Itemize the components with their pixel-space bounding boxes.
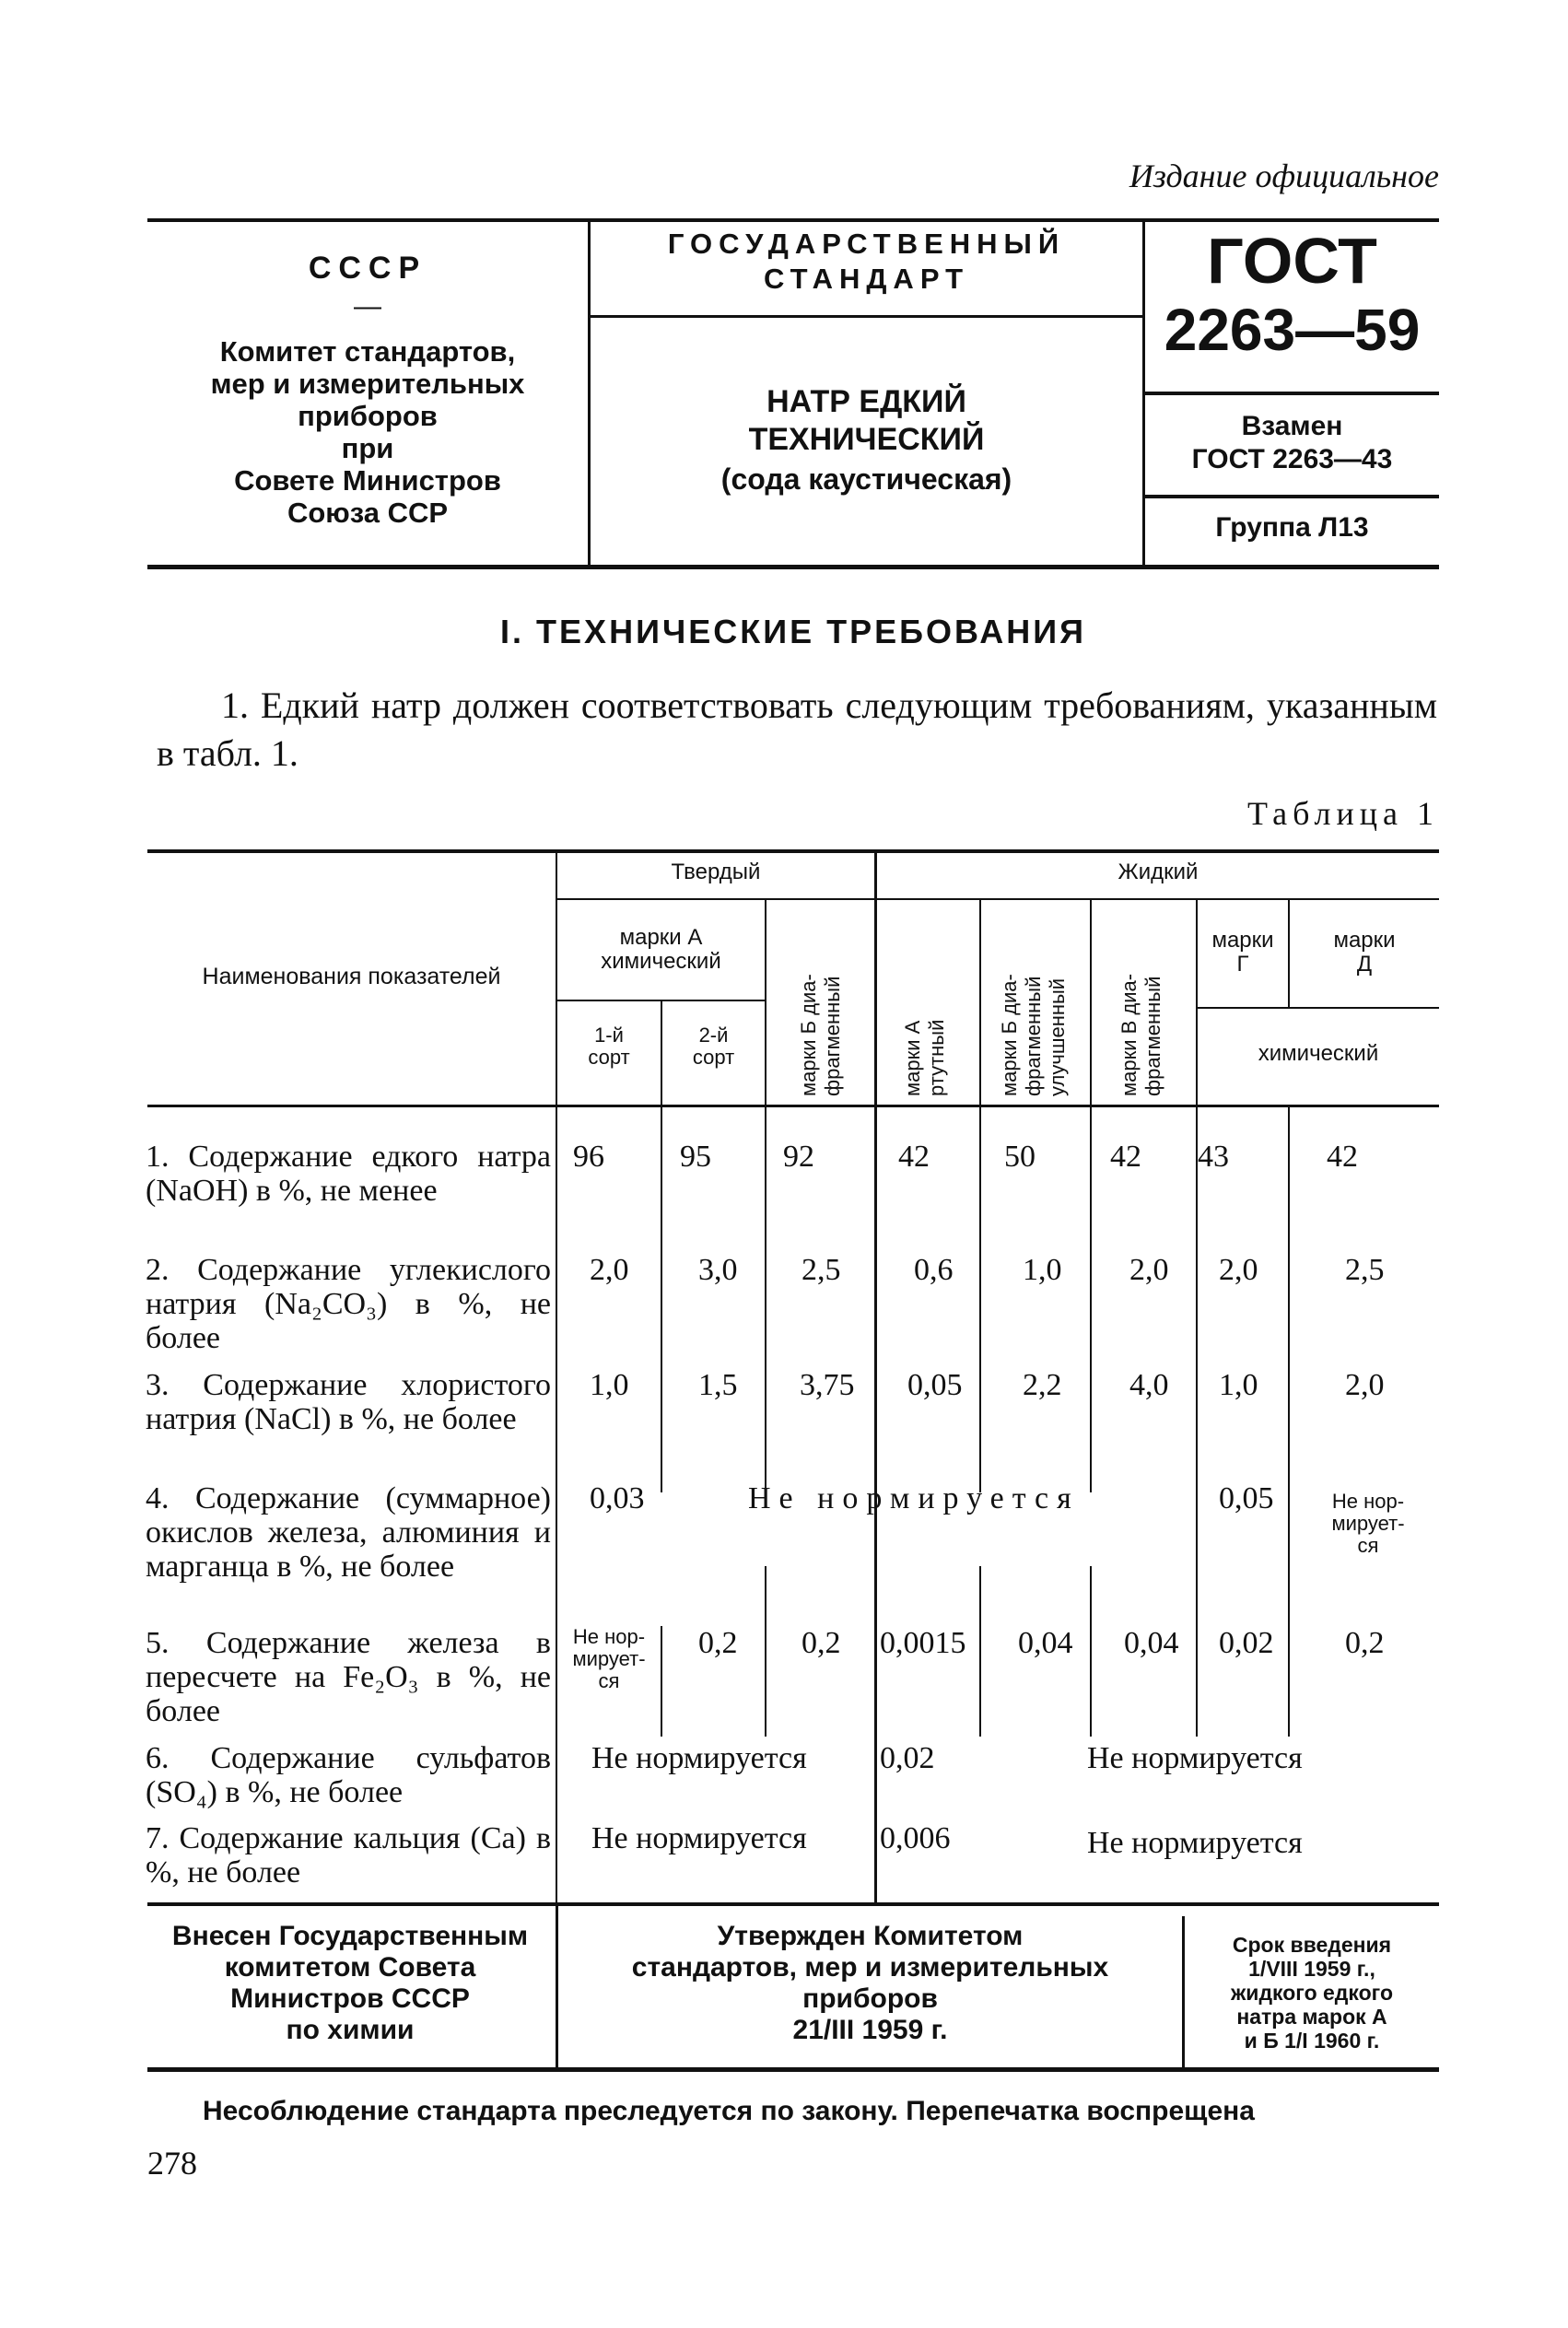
col-header-name: Наименования показателей [202,964,501,989]
row-2-val-7: 2,0 [1219,1253,1258,1287]
row-4-name: 4. Содержание (суммарное) окислов железа, алюминия и марганца в %, не более [146,1481,551,1584]
row-1-val-1: 96 [573,1140,604,1174]
header-mid-rule [591,315,1142,318]
table-chem-rule [1196,1007,1439,1009]
legal-notice: Несоблюдение стандарта преследуется по закону. Перепечатка воспрещена [203,2096,1255,2126]
row-2-val-1: 2,0 [590,1253,629,1287]
org-committee: Комитет стандартов, мер и измерительных приборов при Совете Министров Союза ССР [210,335,525,529]
row-2-val-2: 3,0 [698,1253,738,1287]
col-header-liquid: Жидкий [1117,860,1199,884]
row-1-val-8: 42 [1327,1140,1358,1174]
row-1-val-2: 95 [680,1140,711,1174]
col-header-solid: Твердый [671,860,761,884]
header-right-rule-2 [1145,495,1439,498]
row-3-val-1: 1,0 [590,1368,629,1402]
vline-body-1b [661,1626,662,1737]
row-1-name: 1. Содержание едкого натра (NaOH) в %, не менее [146,1140,551,1208]
vline-body-6 [1196,1107,1198,1737]
table-label: Таблица 1 [1247,795,1439,832]
row-3-val-2: 1,5 [698,1368,738,1402]
vline-liquid-1 [979,900,981,1106]
row-2-val-6: 2,0 [1129,1253,1169,1287]
vline-body-5a [1090,1107,1092,1492]
row-4-val-7: 0,05 [1219,1481,1274,1515]
row-4-val-1: 0,03 [590,1481,645,1515]
row-5-val-4: 0,0015 [880,1626,966,1660]
row-5-val-2: 0,2 [698,1626,738,1660]
row-6-not-normalized-solid: Не нормируется [591,1741,807,1775]
org-dash: — [354,291,381,322]
vline-body-4b [979,1566,981,1737]
page-number: 278 [147,2145,197,2182]
table-subhead-rule [557,898,1439,900]
row-2-name: 2. Содержание углекислого натрия (Na₂CO₃) в %, не более [146,1253,551,1355]
table-top-rule [147,849,1439,853]
header-top-rule [147,218,1439,222]
header-bottom-rule [147,565,1439,569]
row-4-not-normalized: Не нормируется [748,1481,1080,1515]
col-header-mark-a-mercury: марки А ртутный [901,1019,948,1096]
col-header-mark-v-diaphragm: марки В диа- фрагменный [1117,973,1164,1096]
row-5-val-3: 0,2 [802,1626,841,1660]
vline-body-1a [661,1107,662,1492]
vline-body-2b [765,1566,766,1737]
vline-body-2a [765,1107,766,1492]
header-right-rule-1 [1145,392,1439,395]
product-subtitle: (сода каустическая) [720,462,1012,496]
edition-label: Издание официальное [1129,158,1439,194]
gost-label: ГОСТ [1207,225,1377,297]
row-5-val-8: 0,2 [1345,1626,1385,1660]
footer-bottom-rule [147,2067,1439,2072]
col-header-mark-b-improved: марки Б диа- фрагменный улучшенный [998,974,1069,1096]
vline-liquid-2 [1090,900,1092,1106]
footer-introduced: Внесен Государственным комитетом Совета Министров СССР по химии [171,1921,529,2045]
row-2-val-3: 2,5 [802,1253,841,1287]
row-6-name: 6. Содержание сульфатов (SO₄) в %, не более [146,1741,551,1809]
row-7-not-normalized-solid: Не нормируется [591,1821,807,1855]
row-7-val-4: 0,006 [880,1821,951,1855]
col-header-mark-b-diaphragm: марки Б диа- фрагменный [797,974,844,1096]
vline-name [556,853,557,1902]
col-header-mark-d: марки Д [1333,928,1396,977]
row-5-val-5: 0,04 [1018,1626,1073,1660]
row-4-val-8: Не нор- мирует- ся [1331,1490,1405,1557]
row-5-val-7: 0,02 [1219,1626,1274,1660]
col-header-mark-a-chem: марки А химический [601,925,721,974]
row-3-val-4: 0,05 [907,1368,963,1402]
vline-body-7 [1288,1107,1290,1737]
row-3-val-8: 2,0 [1345,1368,1385,1402]
row-3-val-6: 4,0 [1129,1368,1169,1402]
vline-body-5b [1090,1566,1092,1737]
gost-number: 2263—59 [1164,297,1421,363]
section-title: I. ТЕХНИЧЕСКИЕ ТРЕБОВАНИЯ [500,613,1086,650]
row-3-val-7: 1,0 [1219,1368,1258,1402]
col-header-grade1: 1-й сорт [588,1024,630,1069]
footer-approved: Утвержден Комитетом стандартов, мер и измерительных приборов 21/III 1959 г. [631,1921,1109,2045]
row-1-val-3: 92 [783,1140,814,1174]
row-2-val-5: 1,0 [1023,1253,1062,1287]
table-head-bottom-rule [147,1105,1439,1107]
footer-effective: Срок введения 1/VIII 1959 г., жидкого едкого натра марок А и Б 1/I 1960 г. [1231,1933,1393,2053]
col-header-grade2: 2-й сорт [692,1024,735,1069]
row-3-val-5: 2,2 [1023,1368,1062,1402]
row-5-val-6: 0,04 [1124,1626,1179,1660]
product-title: НАТР ЕДКИЙ ТЕХНИЧЕСКИЙ [748,384,985,457]
vline-solid-liquid [874,853,877,1106]
col-header-mark-g: марки Г [1211,928,1274,977]
row-5-name: 5. Содержание железа в пересчете на Fe₂O₃ в %, не более [146,1626,551,1728]
vline-marka-b [765,900,766,1106]
vline-body-4a [979,1107,981,1492]
row-1-val-4: 42 [898,1140,930,1174]
row-2-val-8: 2,5 [1345,1253,1385,1287]
intro-paragraph: 1. Едкий натр должен соответствовать следующим требованиям, указанным в табл. 1. [157,684,1437,774]
row-1-val-5: 50 [1004,1140,1036,1174]
row-1-val-7: 43 [1198,1140,1229,1174]
row-3-val-3: 3,75 [800,1368,855,1402]
row-7-not-normalized-liquid: Не нормируется [1087,1826,1303,1860]
table-bottom-rule [147,1902,1439,1906]
state-standard: ГОСУДАРСТВЕННЫЙ СТАНДАРТ [667,228,1066,295]
row-2-val-4: 0,6 [914,1253,954,1287]
group-label: Группа Л13 [1215,512,1369,543]
col-header-chemical: химический [1258,1041,1379,1066]
row-5-val-1: Не нор- мирует- ся [572,1625,646,1692]
row-7-name: 7. Содержание кальция (Ca) в %, не более [146,1821,551,1889]
org-country: СССР [308,251,427,286]
row-3-name: 3. Содержание хлористого натрия (NaCl) в %, не более [146,1368,551,1436]
row-1-val-6: 42 [1110,1140,1141,1174]
row-6-not-normalized-liquid: Не нормируется [1087,1741,1303,1775]
replaces-label: Взамен ГОСТ 2263—43 [1191,411,1393,474]
row-6-val-4: 0,02 [880,1741,935,1775]
